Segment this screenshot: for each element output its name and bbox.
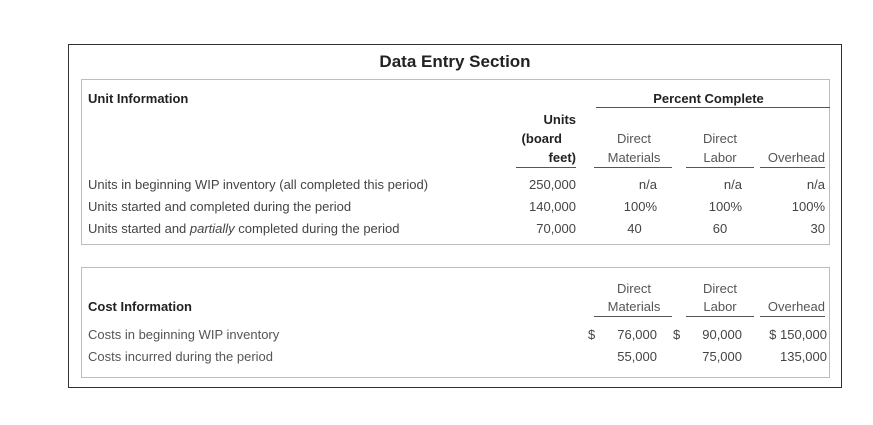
cost-row-oh: $ 150,000 [769,327,827,342]
cost-dm-header-line1: Direct [617,281,651,296]
oh-header: Overhead [767,150,825,165]
cost-dm-underline [594,316,672,317]
unit-row-units: 250,000 [529,177,576,192]
oh-header-underline [760,167,825,168]
units-header-line1: Units [543,112,576,127]
cost-row-label: Costs in beginning WIP inventory [88,327,280,342]
percent-complete-underline [596,107,830,108]
cost-row-dm-symbol: $ [588,327,596,342]
unit-row-dl: 100% [708,199,742,214]
unit-row-label: Units started and completed during the period [88,199,352,214]
cost-information-panel [81,267,830,378]
cost-dm-header-line2: Materials [607,299,661,314]
cost-row-dl: 90,000 [702,327,742,342]
cost-row-label: Costs incurred during the period [88,349,273,364]
unit-row-oh: 100% [791,199,825,214]
cost-row-dm: 76,000 [617,327,657,342]
unit-row-dm: n/a [638,177,657,192]
cost-dl-underline [686,316,754,317]
units-header-line2: (board [521,131,562,146]
cost-info-heading: Cost Information [88,299,192,314]
percent-complete-header: Percent Complete [653,91,764,106]
unit-row-units: 70,000 [536,221,576,236]
dl-header-line1: Direct [703,131,737,146]
unit-row-label: Units in beginning WIP inventory (all completed this period) [88,177,429,192]
unit-row-label: Units started and partially completed during the period [88,221,400,236]
units-header-underline [516,167,576,168]
cost-row-dl: 75,000 [702,349,742,364]
units-header-line3: feet) [548,150,576,165]
dm-header-underline [594,167,672,168]
section-title: Data Entry Section [379,52,531,71]
unit-row-dm: 40 [627,221,642,236]
unit-row-dm: 100% [623,199,657,214]
dl-header-underline [686,167,754,168]
dm-header-line2: Materials [607,150,661,165]
unit-row-oh: n/a [806,177,825,192]
cost-row-oh: 135,000 [780,349,827,364]
cost-row-dl-symbol: $ [673,327,681,342]
unit-info-heading: Unit Information [88,91,189,106]
unit-row-dl: n/a [723,177,742,192]
dl-header-line2: Labor [703,150,737,165]
dm-header-line1: Direct [617,131,651,146]
cost-dl-header-line2: Labor [703,299,737,314]
unit-information-panel [81,79,830,245]
unit-row-oh: 30 [810,221,825,236]
unit-row-dl: 60 [712,221,728,236]
emphasis-text: partially [189,221,235,236]
cost-row-dm: 55,000 [617,349,657,364]
cost-oh-underline [760,316,825,317]
cost-dl-header-line1: Direct [703,281,737,296]
unit-row-units: 140,000 [529,199,576,214]
cost-oh-header: Overhead [767,299,825,314]
data-entry-section [68,44,842,388]
